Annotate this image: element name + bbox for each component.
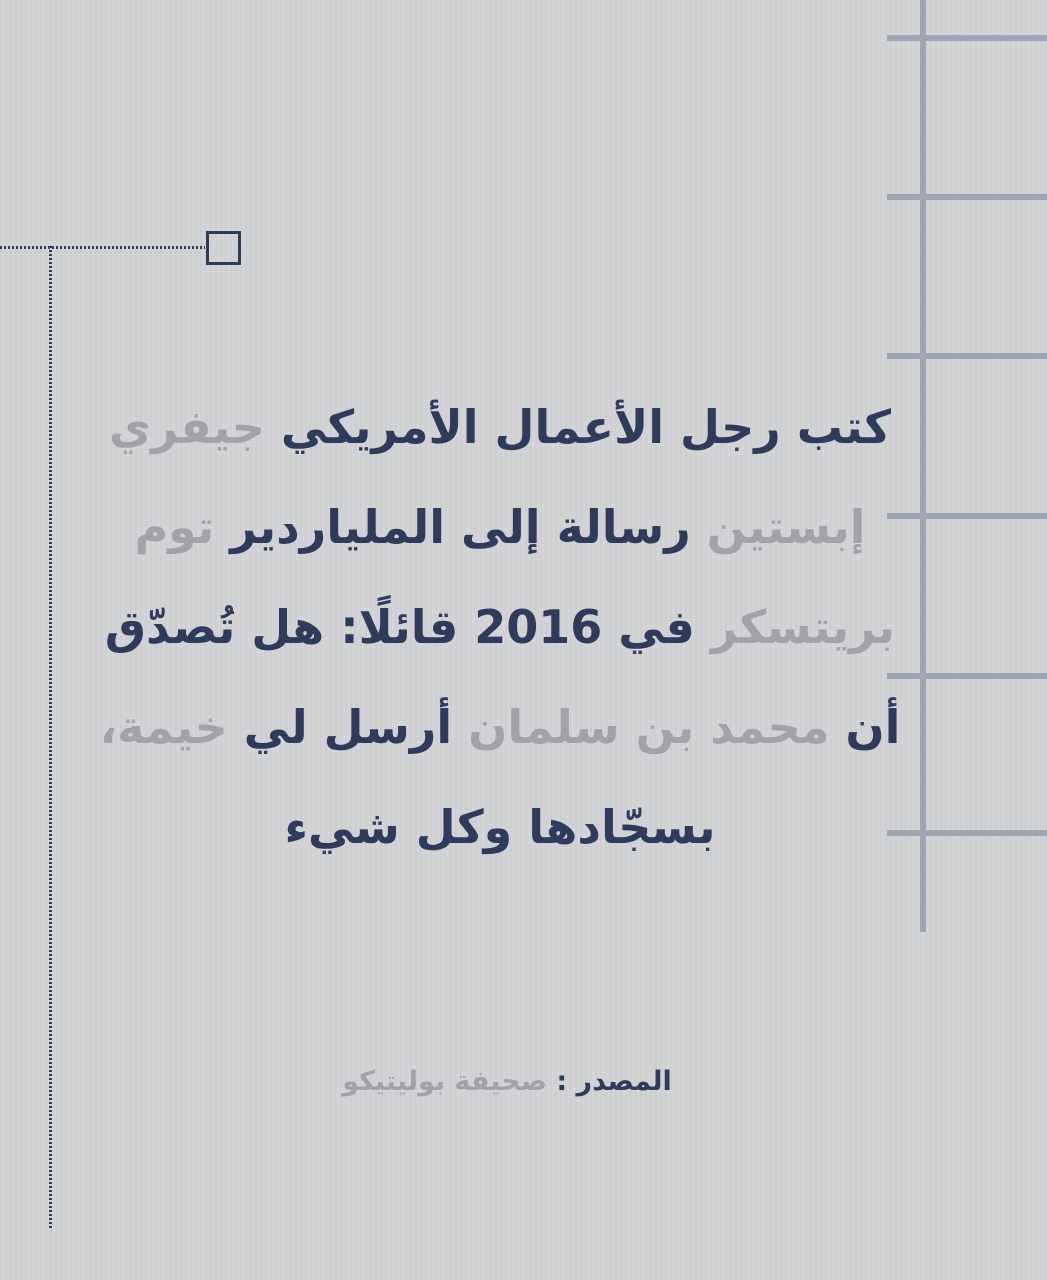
quote-segment: كتب رجل الأعمال الأمريكي bbox=[264, 400, 891, 454]
quote-line bbox=[60, 577, 940, 677]
quote-segment: خيمة، bbox=[99, 700, 228, 754]
source-value: صحيفة بوليتيكو bbox=[342, 1066, 547, 1097]
quote-segment: أرسل لي bbox=[227, 700, 453, 754]
quote-segment: رسالة إلى الملياردير bbox=[214, 500, 691, 554]
dotted-line-vertical bbox=[49, 246, 52, 1228]
source-label: المصدر : bbox=[546, 1066, 672, 1097]
quote-segment: محمد بن سلمان bbox=[452, 700, 830, 754]
quote-text bbox=[60, 377, 940, 877]
quote-line bbox=[60, 477, 940, 577]
quote-segment: جيفري bbox=[109, 400, 265, 454]
grid-horizontal-line bbox=[887, 194, 1047, 200]
quote-segment: بسجّادها وكل شيء bbox=[284, 800, 716, 854]
quote-segment: أن bbox=[829, 700, 901, 754]
grid-horizontal-line bbox=[887, 353, 1047, 359]
quote-segment: بريتسكر bbox=[694, 600, 896, 654]
source-attribution bbox=[60, 1062, 954, 1102]
square-outline bbox=[206, 231, 241, 265]
quote-line bbox=[60, 677, 940, 777]
quote-segment: توم bbox=[134, 500, 215, 554]
quote-line bbox=[60, 377, 940, 477]
quote-segment: في 2016 قائلًا: هل تُصدّق bbox=[104, 600, 695, 654]
quote-segment: إبستين bbox=[690, 500, 866, 554]
grid-horizontal-line bbox=[887, 35, 1047, 41]
quote-line bbox=[60, 777, 940, 877]
dotted-line-horizontal bbox=[0, 246, 205, 249]
